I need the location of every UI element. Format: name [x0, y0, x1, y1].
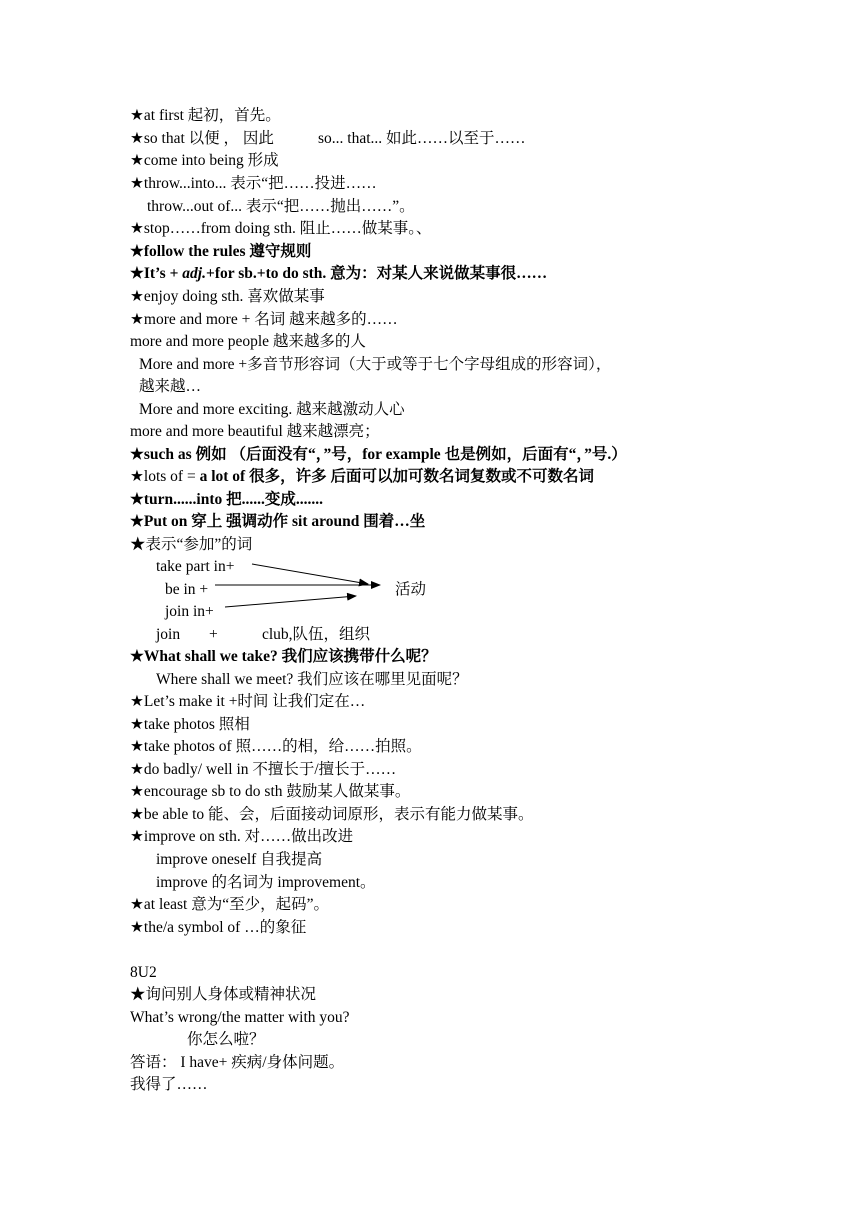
line-what-happened: 你怎么啦？ — [187, 1031, 265, 1048]
line-enjoy-doing: ★enjoy doing sth. 喜欢做某事 — [130, 288, 325, 305]
line-join: join — [156, 626, 181, 643]
its-prefix: ★It’s + — [130, 265, 183, 282]
line-lots-of — [130, 467, 594, 487]
line-its-adj — [130, 264, 547, 284]
line-more-and-more: ★more and more + 名词 越来越多的…… — [130, 311, 398, 328]
line-improve-oneself: improve oneself 自我提高 — [156, 851, 323, 868]
line-at-least: ★at least 意为“至少，起码”。 — [130, 896, 329, 913]
lots-of-prefix: ★lots of = — [130, 468, 200, 485]
line-take-photos: ★take photos 照相 — [130, 716, 250, 733]
line-yue-lai-yue: 越来越… — [139, 378, 202, 395]
line-more-beautiful: more and more beautiful 越来越漂亮； — [130, 423, 380, 440]
line-be-able-to: ★be able to 能、会，后面接动词原形，表示有能力做某事。 — [130, 806, 534, 823]
line-at-first: ★at first 起初，首先。 — [130, 107, 281, 124]
line-put-on: ★Put on 穿上 强调动作 sit around 围着…坐 — [130, 513, 426, 530]
line-be-in: be in + — [165, 581, 209, 598]
line-participate-words: ★表示“参加”的词 — [130, 536, 253, 553]
line-join-plus: + — [209, 626, 218, 643]
lots-of-bold: a lot of 很多，许多 后面可以加可数名词复数或不可数名词 — [199, 468, 594, 485]
line-more-people: more and more people 越来越多的人 — [130, 333, 366, 350]
line-improvement: improve 的名词为 improvement。 — [156, 874, 376, 891]
line-throw-into: ★throw...into... 表示“把……投进…… — [130, 175, 377, 192]
line-such-as: ★such as 例如 （后面没有“，”号，for example 也是例如，后面有“，”号.） — [130, 446, 627, 463]
line-take-part-in: take part in+ — [156, 558, 235, 575]
arrow-join-in — [225, 596, 356, 607]
line-take-photos-of: ★take photos of 照……的相，给……拍照。 — [130, 738, 422, 755]
line-do-badly-well: ★do badly/ well in 不擅长于/擅长于…… — [130, 761, 397, 778]
line-turn-into: ★turn......into 把......变成....... — [130, 491, 324, 508]
adj-italic: adj. — [182, 265, 206, 282]
line-symbol-of: ★the/a symbol of …的象征 — [130, 919, 307, 936]
line-more-adj: More and more +多音节形容词（大于或等于七个字母组成的形容词）， — [139, 356, 612, 373]
line-join-in: join in+ — [165, 603, 214, 620]
line-come-into-being: ★come into being 形成 — [130, 152, 279, 169]
line-activity: 活动 — [395, 581, 427, 598]
line-so-that: ★so that 以便 ， 因此 — [130, 130, 274, 147]
arrow-take-part-in — [252, 564, 368, 584]
section-heading-8u2: 8U2 — [130, 964, 157, 981]
line-what-shall-we-take: ★What shall we take? 我们应该携带什么呢？ — [130, 648, 437, 665]
line-more-exciting: More and more exciting. 越来越激动人心 — [139, 401, 405, 418]
line-throw-out-of: throw...out of... 表示“把……抛出……”。 — [147, 198, 415, 215]
line-encourage: ★encourage sb to do sth 鼓励某人做某事。 — [130, 783, 411, 800]
line-so-that-2: so... that... 如此……以至于…… — [318, 130, 526, 147]
its-suffix: +for sb.+to do sth. 意为：对某人来说做某事很…… — [205, 265, 548, 282]
line-where-shall-we-meet: Where shall we meet? 我们应该在哪里见面呢？ — [156, 671, 468, 688]
line-i-got: 我得了…… — [130, 1076, 208, 1093]
line-lets-make-it: ★Let’s make it +时间 让我们定在… — [130, 693, 366, 710]
line-answer: 答语： I have+ 疾病/身体问题。 — [130, 1054, 345, 1071]
line-follow-rules: ★follow the rules 遵守规则 — [130, 243, 312, 260]
line-whats-wrong: What’s wrong/the matter with you? — [130, 1009, 350, 1026]
line-improve-on: ★improve on sth. 对……做出改进 — [130, 828, 354, 845]
line-club: club,队伍，组织 — [262, 626, 371, 643]
line-ask-health: ★询问别人身体或精神状况 — [130, 986, 317, 1003]
line-stop-from: ★stop……from doing sth. 阻止……做某事。、 — [130, 220, 432, 237]
